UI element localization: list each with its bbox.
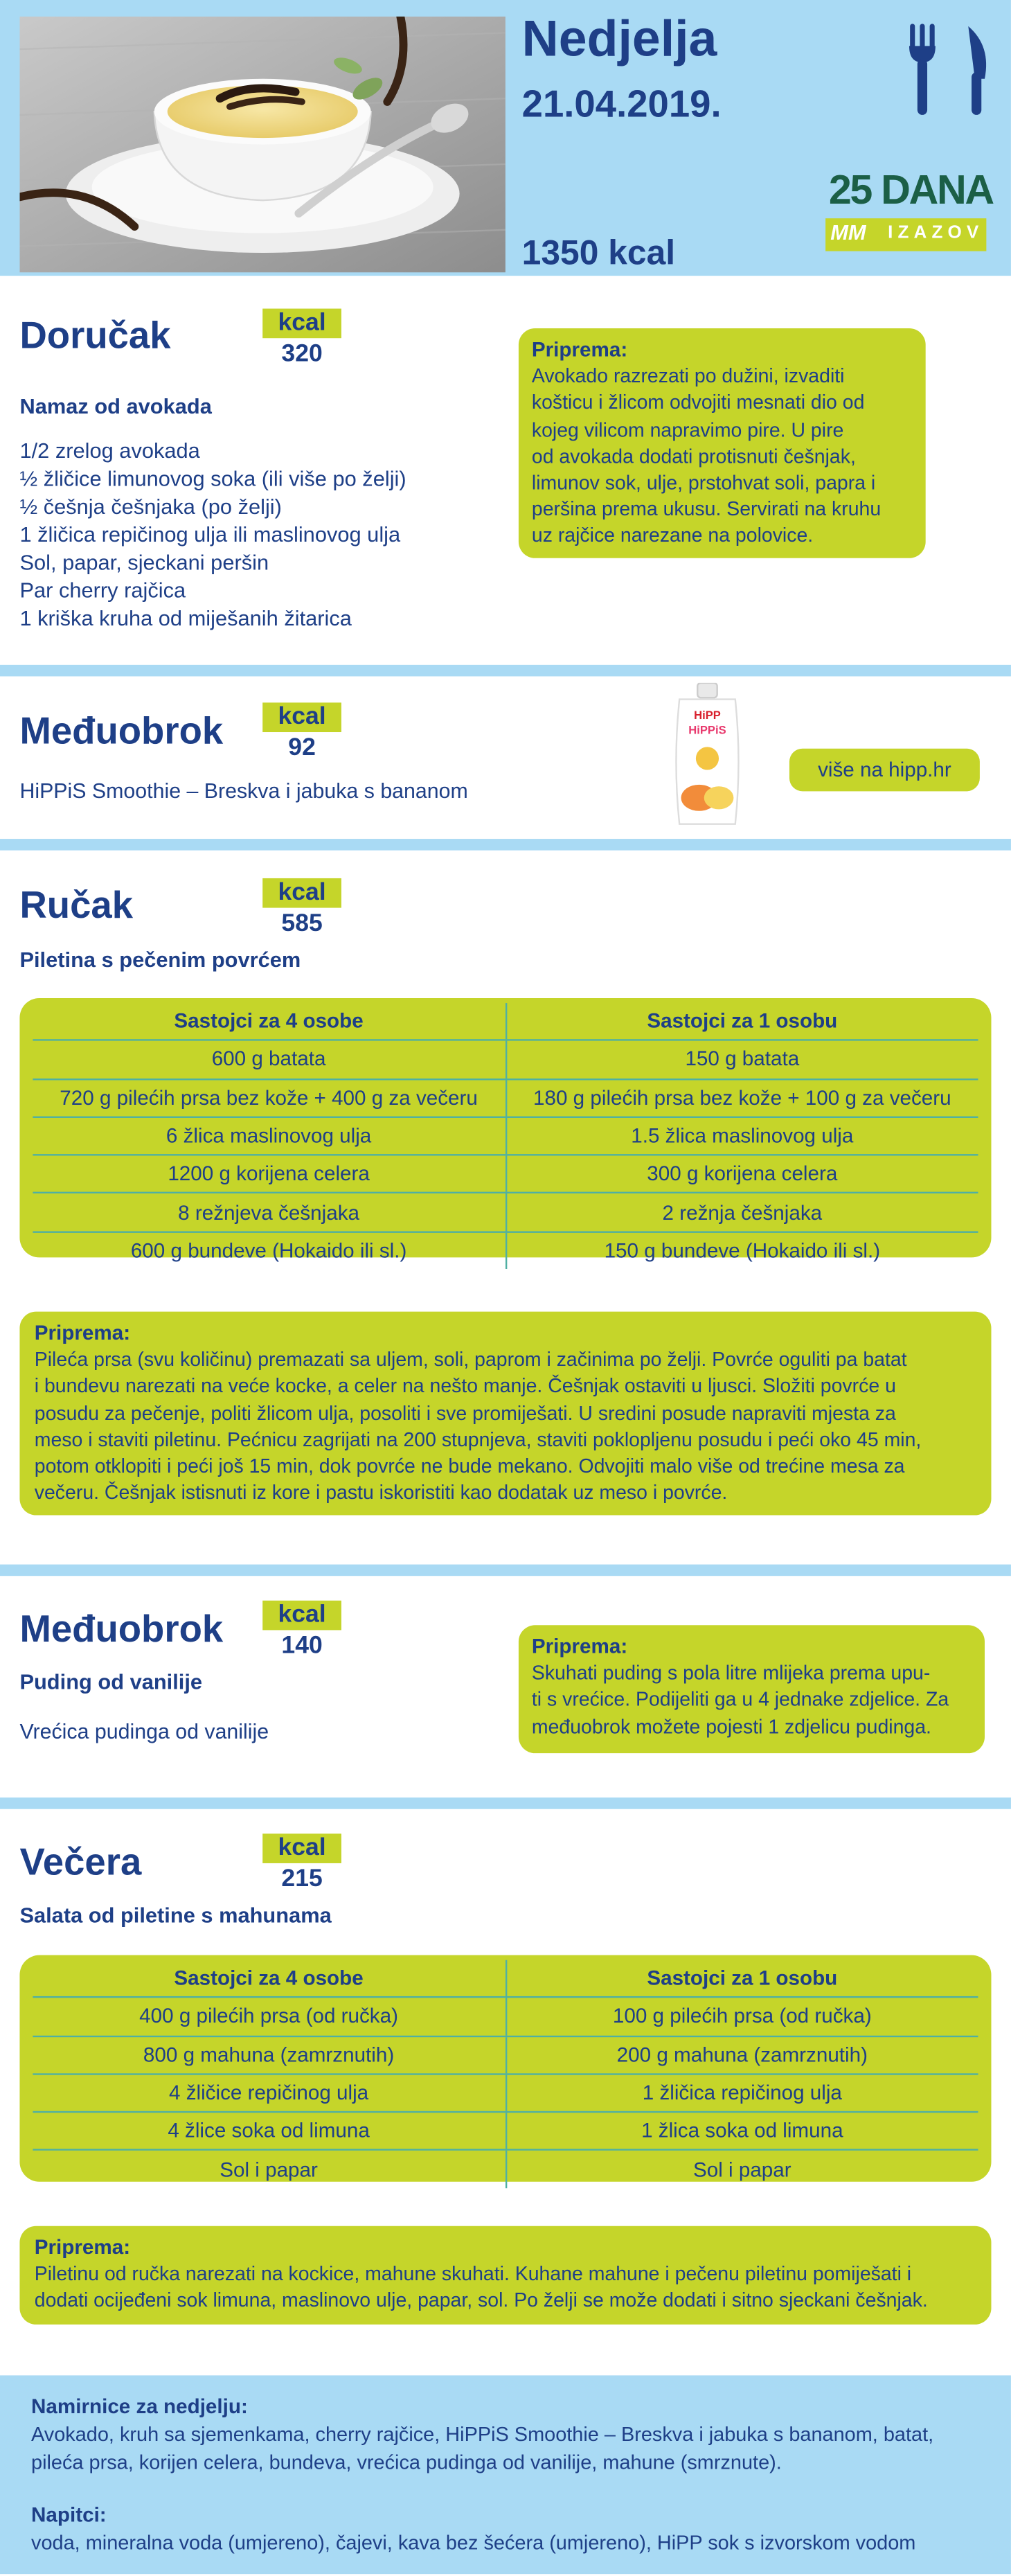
table-cell: 800 g mahuna (zamrznutih) (33, 2036, 506, 2073)
dinner-kcal: 215 (281, 1865, 323, 1893)
prep-line: peršina prema ukusu. Servirati na kruhu (531, 497, 882, 521)
snack2-dish: Puding od vanilije (19, 1669, 203, 1694)
day-title: Nedjelja (521, 10, 717, 68)
ingredient-line: ½ žličice limunovog soka (ili više po želji) (19, 466, 406, 491)
ingredient-line: 1 žličica repičinog ulja ili maslinovog ulja (19, 522, 401, 547)
table-row (33, 2036, 978, 2075)
prep-line: i bundevu narezati na veće kocke, a celer na nešto manje. Češnjak ostaviti u ljusci. Složiti povrće u (34, 1374, 896, 1398)
table-row (33, 2075, 978, 2113)
table-header-row (33, 1960, 978, 1998)
lunch-kcal: 585 (281, 909, 323, 938)
dinner-dish: Salata od piletine s mahunama (19, 1902, 332, 1928)
lunch-dish: Piletina s pečenim povrćem (19, 947, 301, 972)
table-cell: 2 režnja češnjaka (662, 1200, 823, 1225)
table-cell: Sol i papar (692, 2158, 791, 2181)
prep-line: potom otklopiti i peći još 15 min, dok povrće ne bude mekano. Odvojiti malo više od trećine mesa za (34, 1454, 905, 1478)
prep-line: posudu za pečenje, politi žlicom ulja, posoliti i sve promiješati. U sredini posude napraviti mjesta za (34, 1401, 896, 1425)
prep-line: ti s vrećice. Podijeliti ga u 4 jednake zdjelice. Za (531, 1688, 949, 1712)
table-row (33, 2151, 978, 2188)
table-cell: 1.5 žlica maslinovog ulja (631, 1124, 854, 1148)
snack1-text: HiPPiS Smoothie – Breskva i jabuka s bananom (19, 778, 468, 803)
table-cell: 1 žličica repičinog ulja (642, 2081, 842, 2105)
breakfast-prep-box (519, 328, 926, 558)
table-cell: 180 g pilećih prsa bez kože + 100 g za večeru (533, 1086, 951, 1110)
table-row (33, 1194, 978, 1232)
footer-band (0, 2375, 1011, 2574)
table-header-cell: Sastojci za 1 osobu (647, 1009, 838, 1033)
table-row (33, 1041, 978, 1079)
table-cell: 600 g bundeve (Hokaido ili sl.) (33, 1232, 506, 1269)
prep-line: Avokado razrezati po dužini, izvaditi (531, 364, 845, 388)
snack1-title: Međuobrok (19, 709, 224, 752)
drinks-title: Napitci: (31, 2503, 107, 2527)
snack2-prep-box (519, 1625, 985, 1753)
prep-line: Skuhati puding s pola litre mlijeka prema upu- (531, 1661, 931, 1685)
dinner-title: Večera (19, 1840, 142, 1883)
snack2-kcal: 140 (281, 1631, 323, 1660)
prep-line: uz rajčice narezane na polovice. (531, 524, 814, 548)
svg-text:HiPPiS: HiPPiS (688, 723, 726, 737)
table-cell: 4 žličice repičinog ulja (33, 2075, 506, 2111)
lunch-title: Ručak (19, 883, 134, 926)
breakfast-kcal: 320 (281, 339, 323, 368)
breakfast-ingredients (19, 436, 406, 632)
vanilla-pudding-photo (19, 17, 506, 273)
table-header-row (33, 1003, 978, 1041)
dinner-ingredients-table (19, 1955, 991, 2182)
table-row (33, 1232, 978, 1269)
prep-title: Priprema: (531, 1635, 628, 1658)
prep-line: Piletinu od ručka narezati na kockice, mahune skuhati. Kuhane mahune i pečenu piletinu pomiješati i (34, 2262, 912, 2286)
table-header-cell: Sastojci za 1 osobu (647, 1966, 838, 1990)
dinner-prep-box (19, 2226, 991, 2325)
table-cell: 400 g pilećih prsa (od ručka) (33, 1998, 506, 2035)
table-header-cell: Sastojci za 4 osobe (33, 1960, 506, 1997)
svg-text:HiPP: HiPP (694, 709, 721, 722)
prep-line: kojeg vilicom napravimo pire. U pire (531, 418, 844, 441)
ingredient-line: Par cherry rajčica (19, 578, 186, 603)
prep-title: Priprema: (34, 1321, 131, 1345)
ingredient-line: Sol, papar, sjeckani peršin (19, 549, 269, 575)
section-divider (0, 665, 1011, 677)
kcal-badge: kcal (262, 702, 341, 732)
lunch-prep-box (19, 1312, 991, 1516)
date-title: 21.04.2019. (521, 82, 722, 125)
hipp-link-button[interactable]: više na hipp.hr (789, 749, 980, 792)
prep-line: limunov sok, ulje, prstohvat soli, papra i (531, 471, 876, 495)
prep-line: Pileća prsa (svu količinu) premazati sa uljem, soli, paprom i začinima po želji. Povrće oguliti pa batat (34, 1348, 907, 1371)
table-cell: 720 g pilećih prsa bez kože + 400 g za večeru (33, 1079, 506, 1116)
prep-line: dodati ocijeđeni sok limuna, maslinovo ulje, papar, sol. Po želji se može dodati i sitno sjeckani češnjak. (34, 2289, 928, 2312)
prep-line: večeru. Češnjak istisnuti iz kore i pastu iskoristiti kao dodatak uz meso i povrće. (34, 1481, 728, 1504)
lunch-ingredients-table (19, 998, 991, 1263)
table-header-cell: Sastojci za 4 osobe (33, 1003, 506, 1040)
kcal-badge: kcal (262, 1833, 341, 1863)
table-row (33, 1156, 978, 1194)
header-band (0, 0, 1011, 276)
table-row (33, 2113, 978, 2151)
prep-line: od avokada dodati protisnuti češnjak, (531, 444, 856, 468)
kcal-badge: kcal (262, 1601, 341, 1631)
table-cell: 1 žlica soka od limuna (641, 2120, 843, 2143)
section-divider (0, 839, 1011, 851)
table-cell: 6 žlica maslinovog ulja (33, 1118, 506, 1155)
snack2-text: Vrećica pudinga od vanilije (19, 1718, 269, 1743)
table-cell: 200 g mahuna (zamrznutih) (616, 2043, 868, 2067)
breakfast-dish: Namaz od avokada (19, 393, 212, 419)
table-row (33, 1118, 978, 1156)
snack1-kcal: 92 (288, 734, 316, 762)
table-cell: Sol i papar (33, 2151, 506, 2188)
prep-title: Priprema: (34, 2235, 131, 2259)
drinks-text: voda, mineralna voda (umjereno), čajevi, kava bez šećera (umjereno), HiPP sok s izvorskom vodom (31, 2531, 916, 2555)
ingredient-line: ½ češnja češnjaka (po želji) (19, 494, 282, 519)
kcal-badge: kcal (262, 878, 341, 908)
table-row (33, 1079, 978, 1117)
prep-title: Priprema: (531, 338, 628, 362)
table-cell: 1200 g korijena celera (33, 1156, 506, 1193)
prep-line: međuobrok možete pojesti 1 zdjelicu pudinga. (531, 1714, 931, 1738)
fork-knife-icon (900, 23, 994, 118)
table-cell: 100 g pilećih prsa (od ručka) (612, 2005, 872, 2028)
snack2-title: Međuobrok (19, 1607, 224, 1650)
groceries-text (31, 2422, 991, 2476)
total-kcal: 1350 kcal (521, 234, 676, 273)
table-cell: 4 žlice soka od limuna (33, 2113, 506, 2150)
table-cell: 300 g korijena celera (647, 1162, 838, 1186)
groceries-title: Namirnice za nedjelju: (31, 2395, 248, 2419)
prep-line: košticu i žlicom odvojiti mesnati dio od (531, 391, 865, 415)
table-cell: 8 režnjeva češnjaka (33, 1194, 506, 1231)
kcal-badge: kcal (262, 309, 341, 339)
prep-line: meso i staviti piletinu. Pećnicu zagrijati na 200 stupnjeva, staviti poklopljenu posudu i peći oko 45 min, (34, 1428, 922, 1451)
groceries-line: pileća prsa, korijen celera, bundeva, vrećica pudinga od vanilije, mahune (smrznute). (31, 2450, 782, 2473)
25-dana-izazov-logo: 25 DANA MM IZAZOV (825, 168, 990, 266)
breakfast-title: Doručak (19, 313, 171, 357)
table-cell: 600 g batata (33, 1041, 506, 1078)
table-cell: 150 g batata (685, 1048, 800, 1072)
hipp-pouch-image (670, 683, 745, 828)
groceries-line: Avokado, kruh sa sjemenkama, cherry rajčice, HiPPiS Smoothie – Breskva i jabuka s bananom, batat, (31, 2423, 934, 2446)
table-row (33, 1998, 978, 2036)
section-divider (0, 1797, 1011, 1809)
section-divider (0, 1565, 1011, 1576)
ingredient-line: 1 kriška kruha od miješanih žitarica (19, 605, 352, 631)
ingredient-line: 1/2 zrelog avokada (19, 438, 200, 463)
table-cell: 150 g bundeve (Hokaido ili sl.) (604, 1239, 881, 1263)
